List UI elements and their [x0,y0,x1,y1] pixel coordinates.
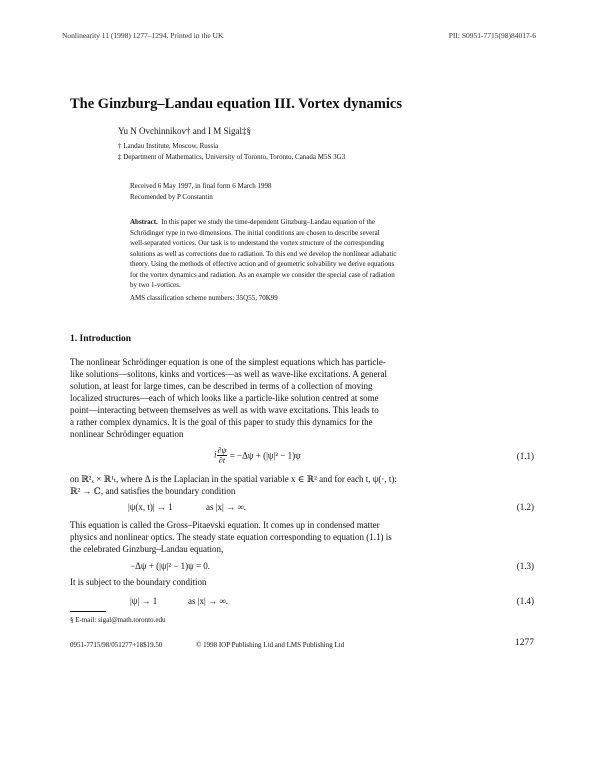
running-header-right: PII: S0951-7715(98)84017-6 [448,31,536,40]
equation-number: (1.4) [516,596,534,606]
paragraph-gross-pitaevski [70,519,534,555]
text-line: the celebrated Ginzburg–Landau equation, [70,544,224,554]
running-header-left: Nonlinearity 11 (1998) 1277–1294. Printed in the UK [62,31,224,40]
text-line: ℝ² → ℂ, and satisfies the boundary condition [70,486,236,496]
eq-rhs: = −Δψ + (|ψ|² − 1)ψ [229,450,301,461]
abstract-line-3: well-separated vortices. Our task is to understand the vortex structure of the corresponding [130,239,385,247]
text-line: on ℝ²ₓ × ℝ¹ₜ, where Δ is the Laplacian in the spatial variable x ∈ ℝ² and for each t, ψ(·, t): [70,474,397,484]
footnote-email: § E-mail: sigal@math.toronto.edu [70,616,166,624]
paragraph-boundary: It is subject to the boundary condition [70,577,207,587]
paper-title: The Ginzburg–Landau equation III. Vortex dynamics [70,96,402,112]
eq-fraction: $\frac{\partial\psi}{\partial t}$ [217,446,227,465]
text-line: nonlinear Schrödinger equation [70,429,184,439]
eq-prefix: i [214,449,217,460]
abstract-label: Abstract. [130,218,158,226]
equation-number: (1.1) [516,451,534,461]
section-heading: 1. Introduction [70,334,132,344]
text-line: The nonlinear Schrödinger equation is one of the simplest equations which has particle- [70,357,386,367]
text-line: point—interacting between themselves as well as with wave excitations. This leads to [70,405,379,415]
equation-1-2-condition: as |x| → ∞. [206,502,247,512]
abstract-line-6: for the vortex dynamics and radiation. As an example we consider the special case of radiation [130,270,395,279]
affiliation-1: † Landau Institute, Moscow, Russia [118,142,219,150]
affiliation-2: ‡ Department of Mathematics, University of Toronto, Toronto, Canada M5S 3G3 [118,153,346,161]
equation-number: (1.2) [516,502,534,512]
abstract-line-4: solutions as well as corrections due to radiation. To this end we develop the nonlinear adiabatic [130,249,397,258]
footer-issn: 0951-7715/98/051277+18$19.50 [70,641,163,649]
text-line: localized structures—each of which looks like a particle-like solution centred at some [70,393,379,403]
abstract-line-1: Abstract. In this paper we study the time-dependent Ginzburg–Landau equation of the [130,218,376,226]
equation-1-4-lhs: |ψ| → 1 [130,596,158,606]
equation-1-1 [214,446,301,465]
paragraph-after-eq1 [70,473,534,497]
equation-1-3: −Δψ + (|ψ|² − 1)ψ = 0. [130,561,211,571]
paragraph-intro [70,356,534,440]
equation-1-2-lhs: |ψ(x, t)| → 1 [128,502,173,512]
text-line: physics and nonlinear optics. The steady state equation corresponding to equation (1.1) is [70,532,392,542]
text-line: solution, at least for large times, can be described in terms of a collection of moving [70,381,373,391]
received-date: Received 6 May 1997, in final form 6 March 1998 [130,182,272,190]
text-line: like solutions—solitons, kinks and vortices—as well as wave-like excitations. A general [70,369,387,379]
text-line: This equation is called the Gross–Pitaevski equation. It comes up in condensed matter [70,520,380,530]
abstract-line-7: by two 1-vortices. [130,281,181,289]
footnote-rule [70,611,106,612]
equation-number: (1.3) [516,561,534,571]
equation-1-4-condition: as |x| → ∞. [188,596,229,606]
abstract [130,217,536,291]
ams-classification: AMS classification scheme numbers: 35Q55, 70K99 [130,294,278,302]
abstract-line-2: Schrödinger type in two dimensions. The initial conditions are chosen to describe several [130,228,380,237]
page-number: 1277 [515,638,534,648]
authors: Yu N Ovchinnikov† and I M Sigal‡§ [118,126,251,136]
text-line: a rather complex dynamics. It is the goal of this paper to study this dynamics for the [70,417,373,427]
recommended-by: Recomended by P Constantin [130,193,213,201]
footer-copyright: © 1998 IOP Publishing Ltd and LMS Publishing Ltd [196,641,345,649]
abstract-line-5: theory. Using the methods of effective action and of geometric solvability we derive equations [130,260,395,268]
